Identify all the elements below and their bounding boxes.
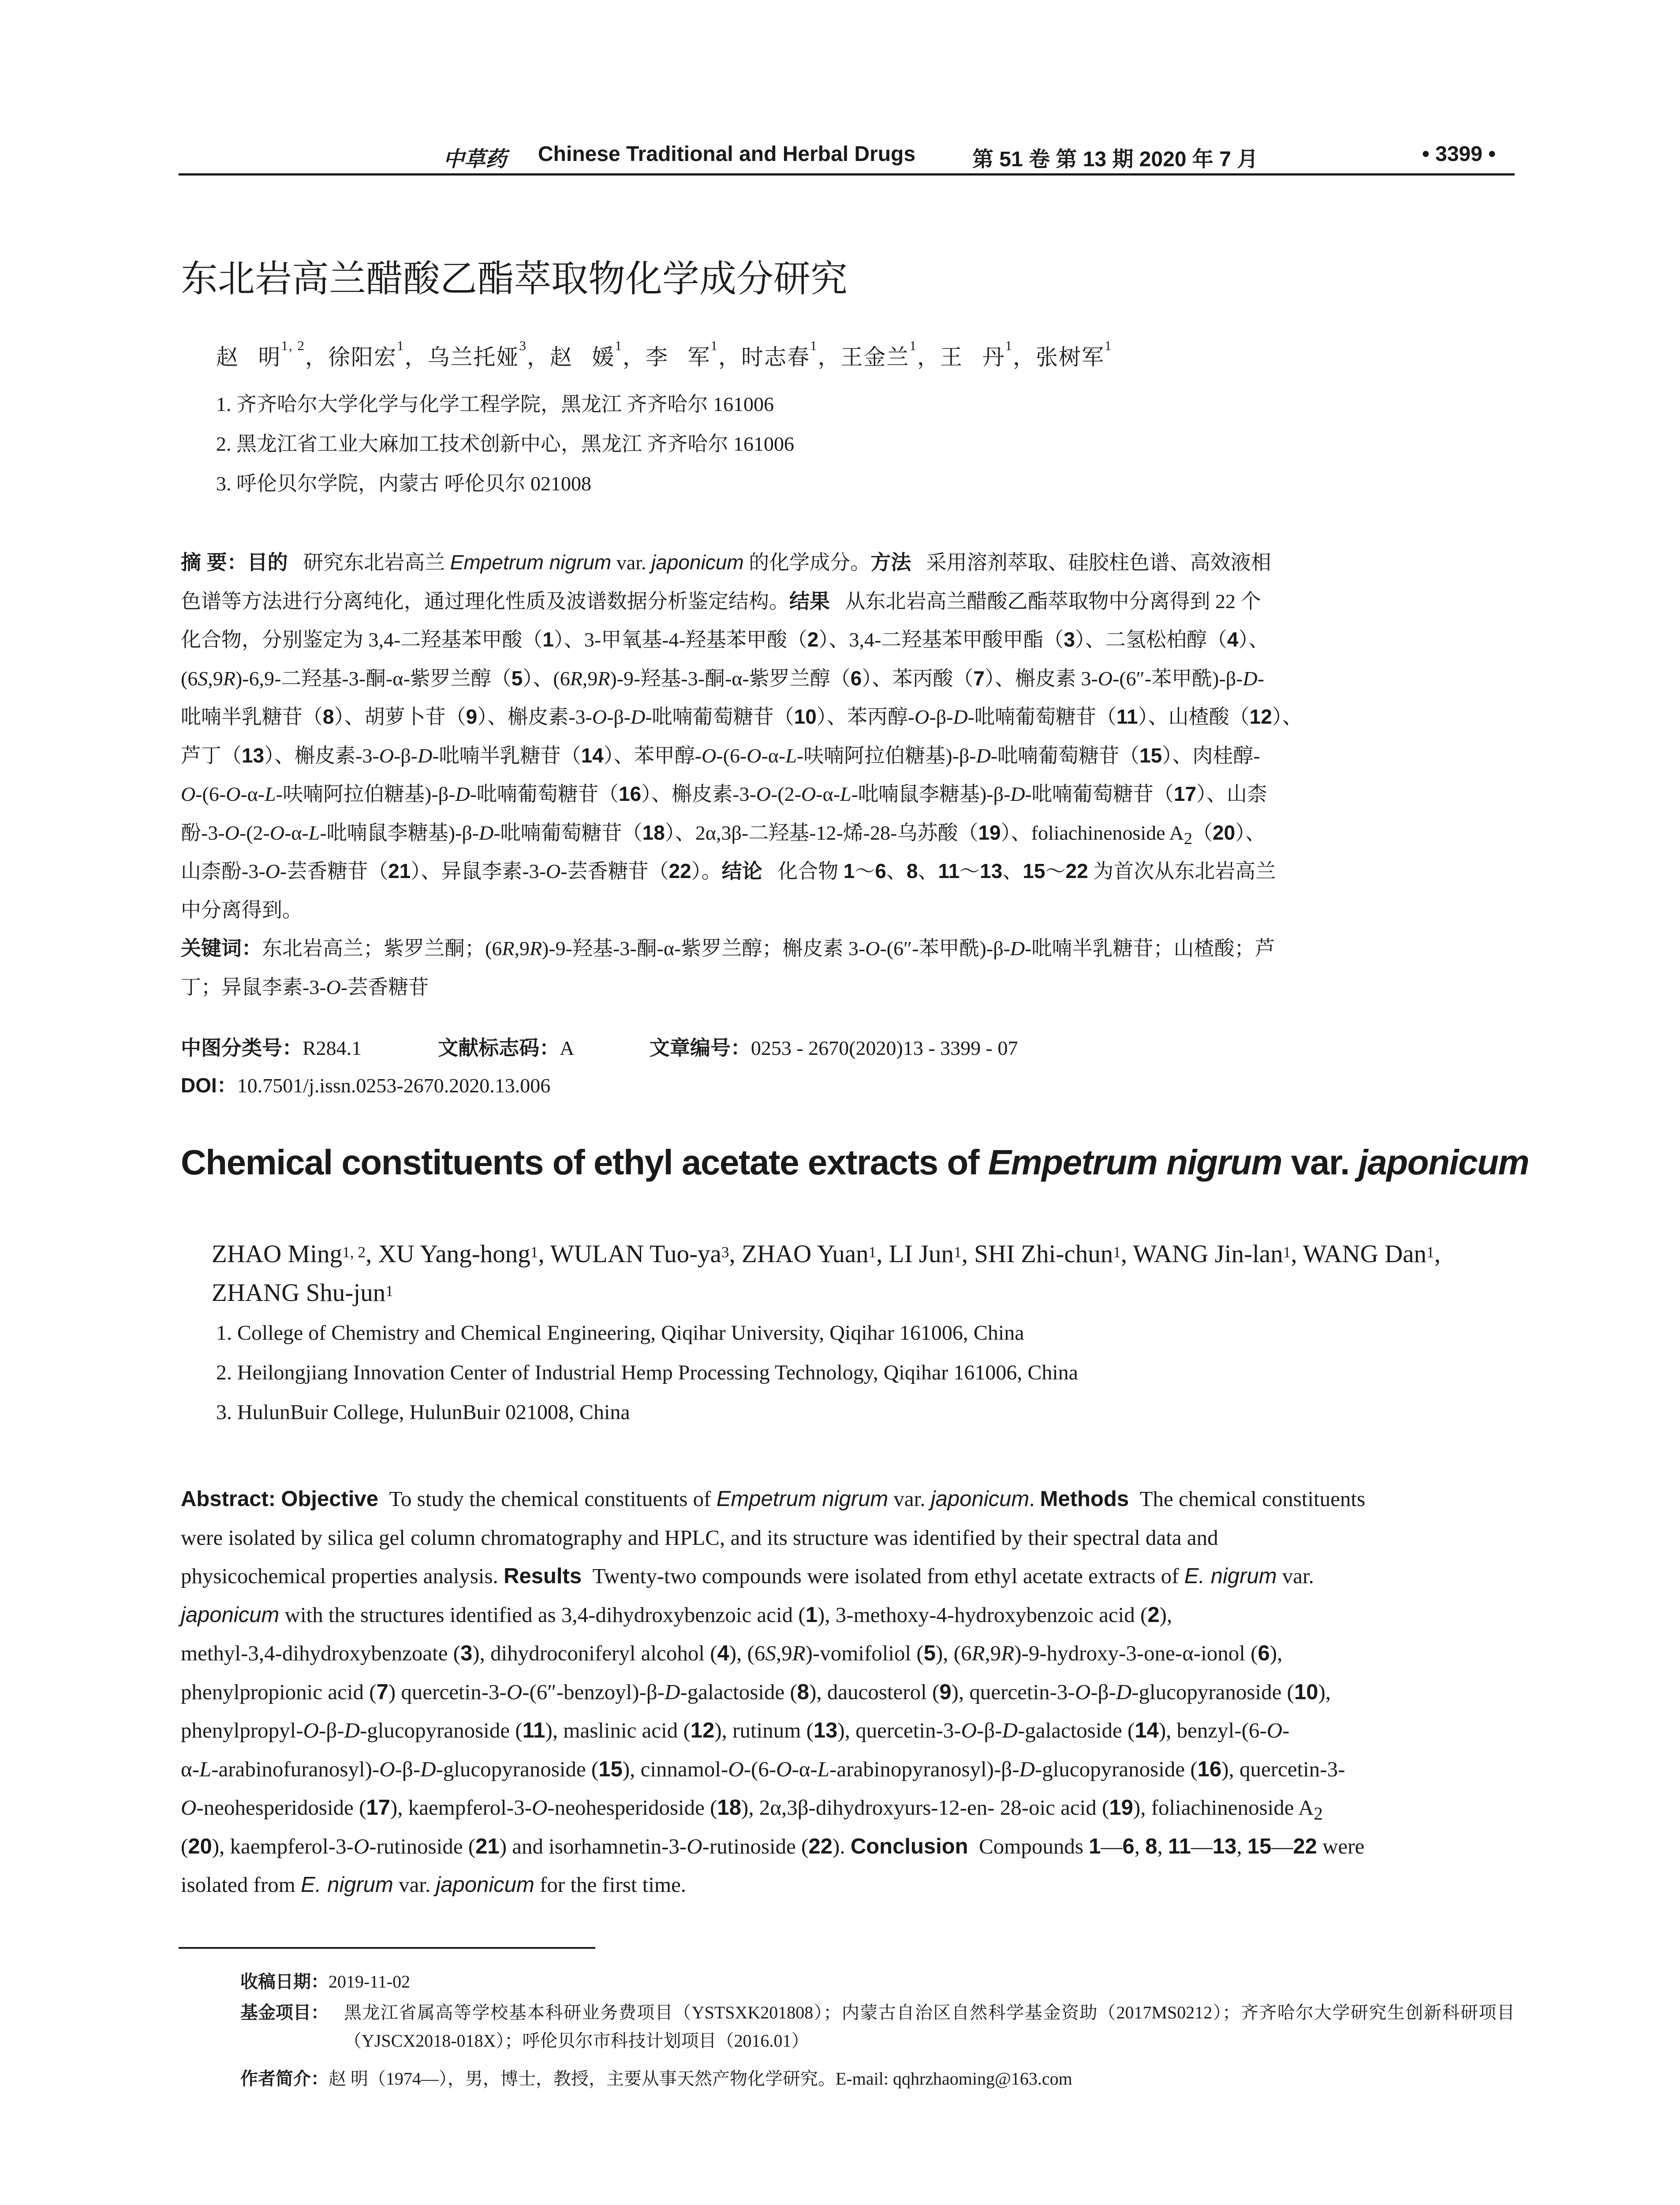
abstract-cn-label: 摘 要： bbox=[181, 551, 247, 574]
abstract-en-label: Abstract: bbox=[181, 1487, 276, 1511]
affiliation-en-2: 2. Heilongjiang Innovation Center of Industrial Hemp Processing Technology, Qiqihar 161006, China bbox=[216, 1361, 1078, 1384]
footnote-author: 作者简介：赵 明（1974—），男，博士，教授，主要从事天然产物化学研究。E-mail: qqhrzhaoming@163.com bbox=[240, 2069, 1072, 2089]
affiliation-en-1: 1. College of Chemistry and Chemical Engineering, Qiqihar University, Qiqihar 161006, China bbox=[216, 1321, 1024, 1345]
affiliation-cn-2: 2. 黑龙江省工业大麻加工技术创新中心，黑龙江 齐齐哈尔 161006 bbox=[216, 433, 794, 455]
journal-issue: 第 51 卷 第 13 期 2020 年 7 月 bbox=[972, 148, 1258, 171]
footnote-received: 收稿日期：2019-11-02 bbox=[240, 1972, 411, 1992]
affiliation-cn-1: 1. 齐齐哈尔大学化学与化学工程学院，黑龙江 齐齐哈尔 161006 bbox=[216, 393, 774, 415]
footnote-rule bbox=[179, 1947, 595, 1949]
affiliation-cn-3: 3. 呼伦贝尔学院，内蒙古 呼伦贝尔 021008 bbox=[216, 472, 591, 495]
page-number: • 3399 • bbox=[1422, 142, 1496, 166]
affiliation-en-3: 3. HulunBuir College, HulunBuir 021008, China bbox=[216, 1401, 630, 1424]
keywords-cn: 关键词：东北岩高兰；紫罗兰酮；(6R,9R)-9-羟基-3-酮-α-紫罗兰醇；槲皮素 3-O-(6″-苯甲酰)-β-D-吡喃半乳糖苷；山楂酸；芦 丁；异鼠李素-3-O-芸香糖苷 bbox=[181, 937, 1275, 998]
keywords-label: 关键词： bbox=[181, 937, 262, 960]
authors-en: ZHAO Ming$^{1, 2}$, XU Yang-hong$^1$, WULAN Tuo-$ya^3$, ZHAO Yuan$^1$, LI Jun$^1$, SHI Zhi-chun$^1$, WANG Jin-lan$^1$, WANG Dan$^1$, ZHANG Shu-jun$^1$ bbox=[212, 1240, 1441, 1307]
journal-name-en: Chinese Traditional and Herbal Drugs bbox=[538, 142, 916, 166]
classification-line: 中图分类号：R284.1 文献标志码：A 文章编号：0253 - 2670(2020)13 - 3399 - 07 bbox=[181, 1036, 1018, 1059]
footnote-fund: 基金项目： 黑龙江省属高等学校基本科研业务费项目（YSTSXK201808）；内蒙古自治区自然科学基金资助（2017MS0212）；齐齐哈尔大学研究生创新科研项目（YJSCX2018-018X）；呼伦贝尔市科技计划项目（2016.01） bbox=[240, 2003, 1515, 2051]
paper-title-en: Chemical constituents of ethyl acetate extracts of Empetrum nigrum var. japonicum bbox=[181, 1143, 1529, 1182]
authors-cn: 赵 明$^{1, 2}$，徐阳宏$^1$，乌兰托娅$^3$，赵 媛$^1$，李 军$^1$，时志春$^1$，王金兰$^1$，王 丹$^1$，张树军$^1$ bbox=[216, 338, 1113, 370]
doi-line: DOI：10.7501/j.issn.0253-2670.2020.13.006 bbox=[181, 1074, 551, 1097]
abstract-cn: 摘 要：目的 研究东北岩高兰 Empetrum nigrum var. japonicum 的化学成分。方法 采用溶剂萃取、硅胶柱色谱、高效液相 色谱等方法进行分离纯化，通过理化性质及波谱数据分析鉴定结构。结果 从东北岩高兰醋酸乙酯萃取物中分离得到 22 个 化合物，分别鉴定为 3,4-二羟基苯甲酸（1）、3-甲氧基-4-羟基苯甲酸（2）、3,4-二羟基苯甲酸甲酯（3）、二氢松柏醇（4）、 (6S,9R)-6,9-二羟基-3-酮-α-紫罗兰醇（5）、(6R,9R)-9-羟基-3-酮-α-紫罗兰醇（6）、苯丙酸（7）、槲皮素 3-O-(6″-苯甲酰)-β-D- 吡喃半乳糖苷（8）、胡萝卜苷（9）、槲皮素-3-O-β-D-吡喃葡萄糖苷（10）、苯丙醇-O-β-D-吡喃葡萄糖苷（11）、山楂酸（12）、 芦丁（13）、槲皮素-3-O-β-D-吡喃半乳糖苷（14）、苯甲醇-O-(6-O-α-L-呋喃阿拉伯糖基)-β-D-吡喃葡萄糖苷（15）、肉桂醇- O-(6-O-α-L-呋喃阿拉伯糖基)-β-D-吡喃葡萄糖苷（16）、槲皮素-3-O-(2-O-α-L-吡喃鼠李糖基)-β-D-吡喃葡萄糖苷（17）、山柰 酚-3-O-(2-O-α-L-吡喃鼠李糖基)-β-D-吡喃葡萄糖苷（18）、2α,3β-二羟基-12-烯-28-乌苏酸（19）、foliachinenoside $A_2(20)$、 山柰酚-3-O-芸香糖苷（21）、异鼠李素-3-O-芸香糖苷（22）。结论 化合物 1～6、8、11～13、15～22 为首次从东北岩高兰 中分离得到。 bbox=[181, 551, 1303, 921]
journal-name-cn: 中草药 bbox=[443, 147, 507, 172]
header-rule bbox=[179, 173, 1515, 176]
abstract-en: Abstract: Objective To study the chemical constituents of Empetrum nigrum var. japonicum. Methods The chemical constituents were isolated by silica gel column chromatography and HPLC, and its structure was identified by their spectral data and physicochemical properties analysis. Results Twenty-two compounds were isolated from ethyl acetate extracts of E. nigrum var. japonicum with the structures identified as 3,4-dihydroxybenzoic acid (1), 3-methoxy-4-hydroxybenzoic acid (2), methyl-3,4-dihydroxybenzoate (3), dihydroconiferyl alcohol (4), (6S,9R)-vomifoliol (5), (6R,9R)-9-hydroxy-3-one-α-ionol (6), phenylpropionic acid (7) quercetin-3-O-(6″-benzoyl)-β-D-galactoside (8), daucosterol (9), quercetin-3-O-β-D-glucopyranoside (10), phenylpropyl-O-β-D-glucopyranoside (11), maslinic acid (12), rutinum (13), quercetin-3-O-β-D-galactoside (14), benzyl-(6-O- α-L-arabinofuranosyl)-O-β-D-glucopyranoside (15), cinnamol-O-(6-O-α-L-arabinopyranosyl)-β-D-glucopyranoside (16), quercetin-3- O-neohesperidoside (17), kaempferol-3-O-neohesperidoside (18), 2α,3β-dihydroxyurs-12-en- 28-oic acid (19), foliachinenoside $A_2$ (20), kaempferol-3-O-rutinoside (21) and isorhamnetin-3-O-rutinoside (22). Conclusion Compounds 1—6, 8, 11—13, 15—22 were isolated from E. nigrum var. japonicum for the first time. bbox=[181, 1487, 1366, 1897]
paper-title-cn: 东北岩高兰醋酸乙酯萃取物化学成分研究 bbox=[181, 257, 848, 300]
